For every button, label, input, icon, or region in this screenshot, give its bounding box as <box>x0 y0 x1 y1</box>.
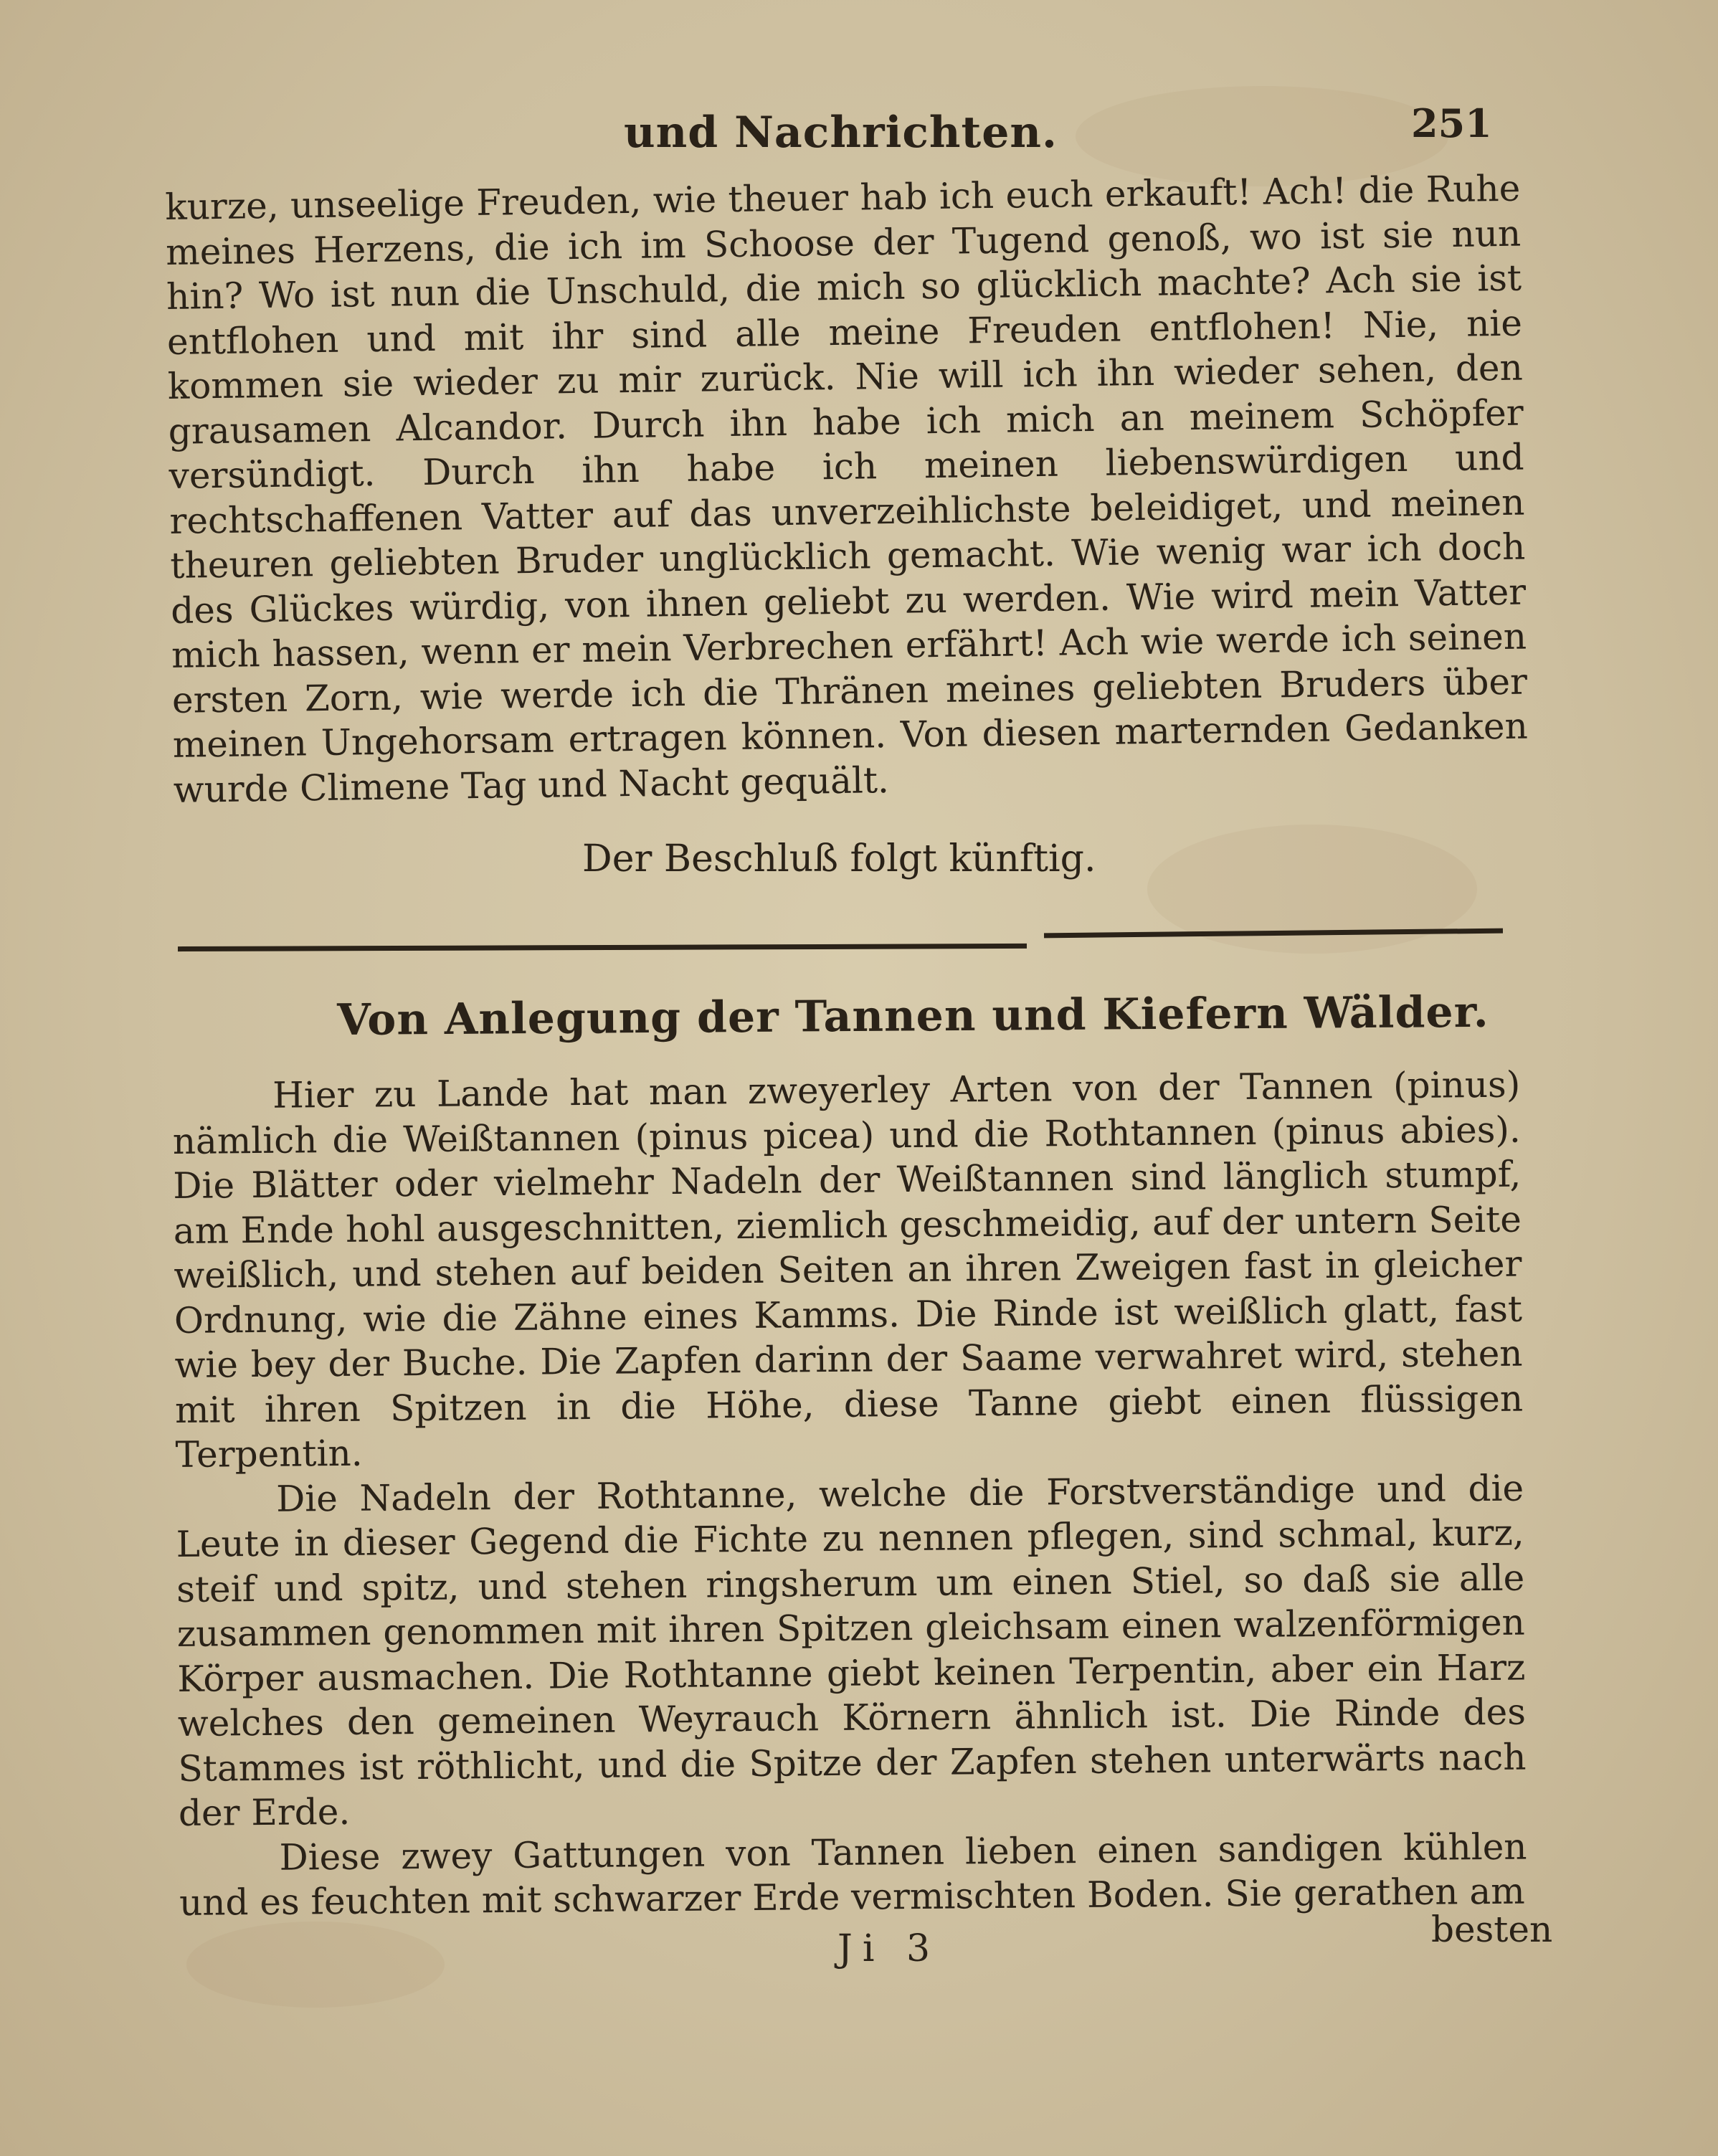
paper-stain <box>186 1922 445 2008</box>
article-body <box>172 1063 1527 1926</box>
story-ending-paragraph: kurze, unseelige Freuden, wie theuer hab ich euch erkauft! Ach! die Ruhe meines Herzens, die ich im Schoose der Tugend genoß, wo ist sie nun hin? Wo ist nun die Unschuld, die mich so glücklich machte? Ach sie ist entflohen und mit ihr sind alle meine Freuden entflohen! Nie, nie kommen sie wieder zu mir zurück. Nie will ich ihn wieder sehen, den grausamen Alcandor. Durch ihn habe ich mich an meinem Schöpfer versündigt. Durch ihn habe ich meinen liebenswürdigen und rechtschaffenen Vatter auf das unverzeihlichste beleidiget, und meinen theuren geliebten Bruder unglücklich gemacht. Wie wenig war ich doch des Glückes würdig, von ihnen geliebt zu werden. Wie wird mein Vatter mich hassen, wenn er mein Verbrechen erfährt! Ach wie werde ich seinen ersten Zorn, wie werde ich die Thränen meines geliebten Bruders über meinen Ungehorsam ertragen können. Von diesen marternden Gedanken wurde Climene Tag und Nacht gequält. <box>165 167 1529 811</box>
page-number: 251 <box>1411 100 1492 146</box>
catchword: besten <box>1431 1909 1553 1950</box>
section-divider-left <box>178 944 1027 951</box>
article-paragraph: Hier zu Lande hat man zweyerley Arten von der Tannen (pinus) nämlich die Weißtannen (pinus picea) und die Rothtannen (pinus abies). Die Blätter oder vielmehr Nadeln der Weißtannen sind länglich stumpf, am Ende hohl ausgeschnitten, ziemlich geschmeidig, auf der untern Seite weißlich, und stehen auf beiden Seiten an ihren Zweigen fast in gleicher Ordnung, wie die Zähne eines Kamms. Die Rinde ist weißlich glatt, fast wie bey der Buche. Die Zapfen darinn der Saame verwahret wird, stehen mit ihren Spitzen in die Höhe, diese Tanne giebt einen flüssigen Terpentin. <box>172 1063 1524 1476</box>
continuation-note: Der Beschluß folgt künftig. <box>582 837 1096 880</box>
article-title: Von Anlegung der Tannen und Kiefern Wälder. <box>337 987 1489 1045</box>
running-head: und Nachrichten. <box>624 108 1058 158</box>
article-paragraph: Die Nadeln der Rothtanne, welche die Forstverständige und die Leute in dieser Gegend die Fichte zu nennen pflegen, sind schmal, kurz, steif und spitz, und stehen ringsherum um einen Stiel, so daß sie alle zusammen genommen mit ihren Spitzen gleichsam einen walzenförmigen Körper ausmachen. Die Rothtanne giebt keinen Terpentin, aber ein Harz welches den gemeinen Weyrauch Körnern ähnlich ist. Die Rinde des Stammes ist röthlicht, und die Spitze der Zapfen stehen unterwärts nach der Erde. <box>176 1467 1527 1834</box>
article-paragraph: Diese zwey Gattungen von Tannen lieben einen sandigen kühlen und es feuchten mit schwarzer Erde vermischten Boden. Sie gerathen am <box>179 1825 1527 1924</box>
sheet-signature: Ji 3 <box>837 1927 941 1970</box>
